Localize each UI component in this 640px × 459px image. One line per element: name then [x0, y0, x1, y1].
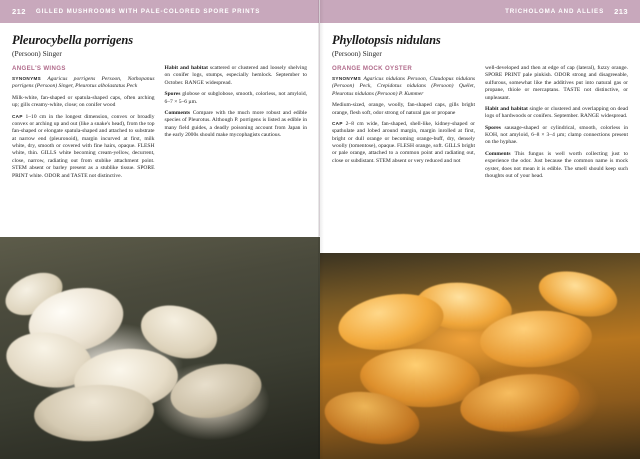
right-comments-label: Comments	[485, 150, 511, 157]
right-folio: 213	[614, 7, 628, 16]
mushroom-cap	[166, 357, 266, 426]
right-habitat-label: Habit and habitat	[485, 105, 528, 112]
right-cap-paragraph	[332, 121, 475, 165]
left-cap-label: CAP	[12, 113, 23, 119]
right-habitat-paragraph	[485, 106, 628, 121]
left-common-name: ANGEL'S WINGS	[12, 65, 66, 72]
right-comments-text: This fungus is well worth collecting just to experience the odor. Just because the common name is mock oyster, does not mean it is edible. The smell should keep such thoughts out of your head.	[485, 150, 628, 179]
left-column-2	[165, 65, 308, 184]
right-column-2	[485, 65, 628, 184]
left-synonyms-text: Agaricus porrigens Persoon, Nothopanus porrigens (Persoon) Singer, Pleurotus albolastatus Peck	[12, 76, 155, 90]
right-description-paragraph: Medium-sized, orange, woolly, fan-shaped caps, gills bright orange, flesh soft, odor strong of natural gas or propane	[332, 102, 475, 116]
left-comments-paragraph	[165, 110, 308, 140]
right-text-columns	[332, 65, 628, 184]
orange-mock-oyster-photo	[320, 252, 640, 459]
right-species-name: Phyllotopsis nidulans	[332, 33, 441, 47]
right-spores-text: sausage-shaped or cylindrical, smooth, colorless in KOH, not amyloid, 6–8 × 3–4 µm; clamp connections present on the hyphae.	[485, 124, 628, 146]
left-column-1	[12, 65, 155, 184]
left-running-head	[0, 0, 319, 23]
right-continuation-paragraph: well-developed and then at edge of cap (lateral), fuzzy orange. SPORE PRINT pale pinkish. ODOR strong and disagreeable, sulfurous, somewhat like the additives put into natural gas or propane, thiole or mercaptans. TASTE not distinctive, or unpleasant.	[485, 65, 628, 101]
left-text-columns	[12, 65, 307, 184]
right-page	[320, 0, 640, 459]
left-habitat-label: Habit and habitat	[164, 65, 208, 71]
left-page-content	[0, 23, 319, 184]
left-spores-label: Spores	[164, 91, 181, 98]
right-running-head	[320, 0, 640, 23]
left-spores-paragraph	[165, 91, 308, 106]
right-spores-label: Spores	[485, 124, 501, 131]
right-cap-text: 2–8 cm wide, fan-shaped, shell-like, kidney-shaped or spathulate and lobed around margin, margin inrolled at first, bright or dull orange or becoming orange-buff, dry, densely woolly (tomentose), opaque. FLESH orange, soft. GILLS bright or pale orange, attached to a common point and radiating out, close or subdistant. STEM absent or very reduced and not	[332, 120, 475, 164]
mushroom-cap	[33, 382, 156, 444]
right-spores-paragraph	[485, 125, 628, 147]
angels-wings-photo	[0, 236, 320, 459]
right-species-authority: (Persoon) Singer	[332, 49, 382, 58]
left-species-authority: (Persoon) Singer	[12, 49, 62, 58]
right-comments-paragraph	[485, 151, 628, 181]
left-habitat-text: scattered or clustered and loosely shelving on conifer logs, stumps, especially hemlock. September to October. RANGE widespread.	[164, 65, 307, 86]
left-cap-paragraph	[12, 114, 155, 180]
left-comments-text: Compare with the much more robust and edible species of Pleurotus. Although P. porrigens is listed as edible in many field guides, a deadly poisoning account from Japan in the early 2000s should make mycophagists cautious.	[164, 109, 308, 138]
left-description-paragraph: Milk-white, fan-shaped or spatula-shaped caps, often arching up; gills creamy-white, close; on conifer wood	[12, 94, 155, 109]
right-synonyms-paragraph	[332, 76, 475, 98]
left-species-name: Pleurocybella porrigens	[12, 33, 133, 47]
right-common-name: ORANGE MOCK OYSTER	[332, 65, 413, 72]
right-cap-label: CAP	[332, 120, 343, 126]
left-synonyms-paragraph	[12, 76, 155, 91]
left-cap-text: 1–10 cm in the longest dimension, convex or broadly convex or arching up and out (like a snake's head), from the top fan-shaped or elongate spatula-shaped and attached to substrate at narrow end (pleuronoid), margin incurved at first, milk white, dry, smooth or covered with fine hairs, opaque. FLESH white, thin. GILLS white becoming cream-yellow, decurrent, close, narrow, radiating out from stubike attachment point. STEM absent or barley present as a stublike tissue. SPORE PRINT white. ODOR and TASTE not distinctive.	[12, 113, 155, 179]
right-running-head-title: TRICHOLOMA AND ALLIES	[505, 8, 605, 15]
right-habitat-text: single or clustered and overlapping on dead logs of hardwoods or conifers. September. RANGE widespread.	[485, 105, 629, 120]
right-column-1	[332, 65, 475, 184]
left-folio: 212	[12, 7, 26, 16]
left-comments-label: Comments	[164, 109, 191, 116]
right-synonyms-label: SYNONYMS	[332, 76, 362, 82]
right-page-content	[320, 23, 640, 184]
right-synonyms-text: Agaricus nidulans Persoon, Claudopus nidulans (Persoon) Peck, Crepidotus nidulans (Persoon) Quélet, Pleurotus nidulans (Persoon) P. Kummer	[332, 76, 475, 97]
left-habitat-paragraph	[165, 65, 308, 87]
left-synonyms-label: SYNONYMS	[12, 76, 42, 82]
left-spores-text: globose or subglobose, smooth, colorless, not amyloid, 6–7 × 5–6 µm.	[164, 91, 307, 105]
left-running-head-title: GILLED MUSHROOMS WITH PALE-COLORED SPORE PRINTS	[35, 8, 261, 15]
